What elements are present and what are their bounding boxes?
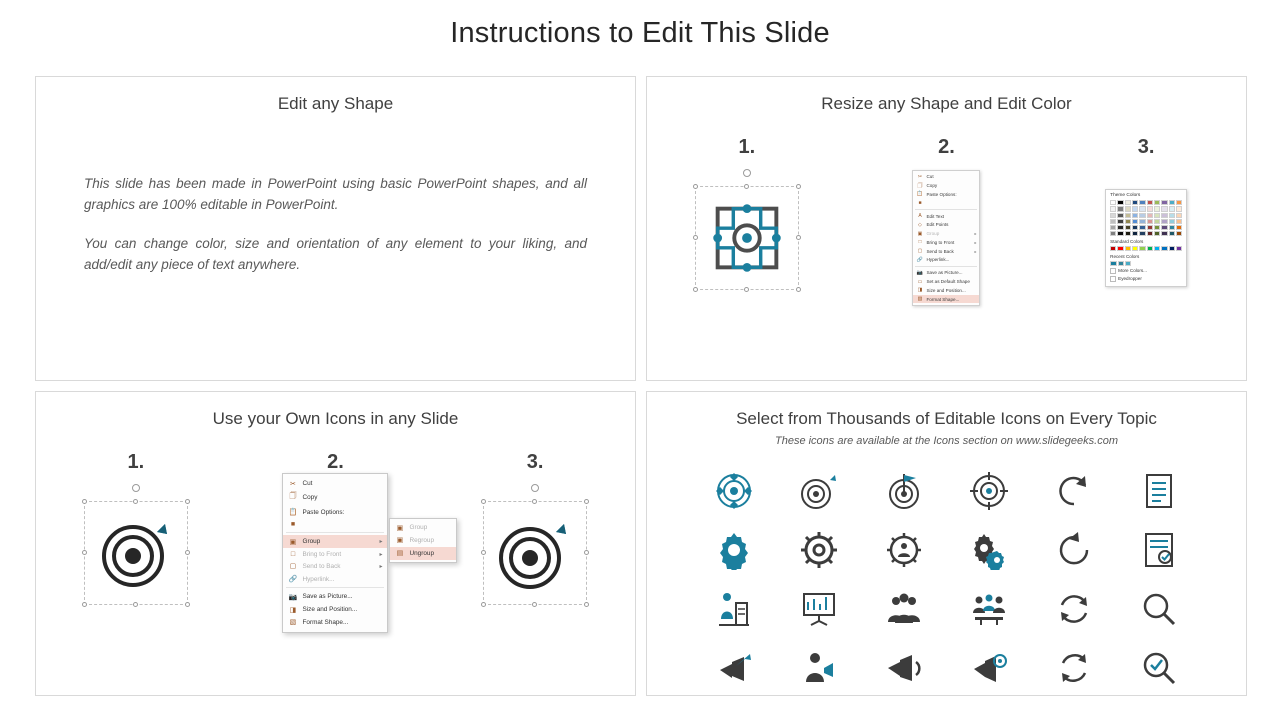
- menu-separator: [915, 209, 977, 210]
- context-menu-small[interactable]: [912, 170, 980, 307]
- icon-cell[interactable]: [1054, 471, 1094, 511]
- color-swatch[interactable]: [1176, 200, 1182, 205]
- recent-colors-label: Recent Colors: [1110, 254, 1140, 260]
- target-diamond-icon: [714, 471, 754, 511]
- icon-cell[interactable]: [714, 530, 754, 570]
- color-swatch[interactable]: [1139, 213, 1145, 218]
- group-icon: ▣: [396, 524, 404, 532]
- hyperlink-icon: 🔗: [916, 256, 924, 263]
- panel-own-icons: [35, 391, 636, 696]
- refresh-arrow-icon: [1054, 471, 1094, 511]
- resize-step-3: [1056, 136, 1236, 303]
- color-swatch[interactable]: [1110, 261, 1116, 266]
- menu-item-paste-options[interactable]: 📋 Paste Options:: [288, 508, 345, 517]
- handle-bottom-left[interactable]: [481, 602, 486, 607]
- theme-color-row[interactable]: [1110, 225, 1182, 230]
- edit-text-icon: A: [918, 213, 922, 220]
- standard-color-row[interactable]: [1110, 246, 1182, 251]
- magnifier-icon: [1139, 589, 1179, 629]
- color-swatch[interactable]: [1110, 200, 1116, 205]
- color-swatch[interactable]: [1132, 200, 1138, 205]
- icon-cell[interactable]: [1054, 648, 1094, 688]
- size-position-icon: ◨: [917, 287, 923, 294]
- icon-cell[interactable]: [884, 530, 924, 570]
- step-art-icon-ungrouped: [445, 488, 625, 618]
- paste-swatch-icon: ■: [918, 200, 922, 207]
- checklist-document-icon: [1139, 530, 1179, 570]
- standard-colors-label: Standard Colors: [1110, 239, 1144, 245]
- theme-color-row[interactable]: [1110, 206, 1182, 211]
- icon-graphic-wrapper: [91, 508, 181, 598]
- group-submenu[interactable]: [389, 518, 457, 562]
- edit-points-icon: ◇: [918, 221, 922, 228]
- panel-grid: [35, 76, 1247, 696]
- step-art-color-picker: [1056, 173, 1236, 303]
- color-swatch[interactable]: [1125, 231, 1131, 236]
- handle-top-center[interactable]: [133, 499, 138, 504]
- panel-edit-any-shape: [35, 76, 636, 381]
- handle-bottom-left[interactable]: [82, 602, 87, 607]
- ungroup-icon: ▤: [396, 550, 404, 558]
- handle-middle-left[interactable]: [82, 550, 87, 555]
- megaphone-target-icon: [969, 648, 1009, 688]
- color-swatch[interactable]: [1154, 213, 1160, 218]
- handle-middle-left[interactable]: [693, 235, 698, 240]
- icon-cell[interactable]: [714, 589, 754, 629]
- icon-cell[interactable]: [884, 471, 924, 511]
- icon-cell[interactable]: [799, 589, 839, 629]
- handle-top-left[interactable]: [82, 499, 87, 504]
- gear-outline-icon: [799, 530, 839, 570]
- color-swatch[interactable]: [1147, 225, 1153, 230]
- handle-top-center[interactable]: [744, 184, 749, 189]
- handle-bottom-center[interactable]: [744, 287, 749, 292]
- menu-item-bring-to-front[interactable]: □ Bring to Front ▸: [918, 239, 977, 246]
- menu-item-cut[interactable]: ✂ Cut: [290, 480, 313, 488]
- color-swatch[interactable]: [1139, 231, 1145, 236]
- step-number: 3.: [526, 451, 544, 473]
- color-swatch[interactable]: [1169, 219, 1175, 224]
- panel-resize-shape: [646, 76, 1247, 381]
- color-swatch[interactable]: [1132, 225, 1138, 230]
- handle-bottom-right[interactable]: [584, 602, 589, 607]
- hyperlink-icon: 🔗: [288, 576, 298, 584]
- own-icons-step-3: [445, 451, 625, 618]
- selection-box[interactable]: [84, 501, 188, 605]
- color-swatch[interactable]: [1154, 231, 1160, 236]
- color-swatch[interactable]: [1132, 231, 1138, 236]
- handle-top-right[interactable]: [584, 499, 589, 504]
- bring-front-icon: □: [918, 239, 922, 246]
- color-swatch[interactable]: [1125, 225, 1131, 230]
- color-swatch[interactable]: [1169, 231, 1175, 236]
- icon-cell[interactable]: [714, 648, 754, 688]
- color-swatch[interactable]: [1132, 219, 1138, 224]
- color-swatch[interactable]: [1110, 231, 1116, 236]
- step-number: 1.: [738, 136, 756, 158]
- person-speaker-icon: [799, 648, 839, 688]
- step-art-icon-selected: [46, 488, 226, 618]
- handle-bottom-center[interactable]: [133, 602, 138, 607]
- submenu-item-regroup[interactable]: ▣ Regroup: [396, 536, 434, 545]
- target-dart-icon: [799, 471, 839, 511]
- eyedropper-item[interactable]: Eyedropper: [1110, 276, 1182, 282]
- person-podium-icon: [714, 589, 754, 629]
- chevron-right-icon: ▸: [379, 539, 383, 546]
- paste-swatch-icon: ■: [290, 520, 296, 528]
- megaphone-dart-icon: [714, 648, 754, 688]
- gears-double-icon: [969, 530, 1009, 570]
- color-swatch[interactable]: [1139, 225, 1145, 230]
- icon-cell[interactable]: [1054, 530, 1094, 570]
- menu-item-format-shape[interactable]: ▧ Format Shape...: [289, 618, 349, 627]
- sync-arrows-icon: [1054, 648, 1094, 688]
- submenu-item-ungroup[interactable]: ▤ Ungroup: [390, 547, 456, 560]
- menu-item-send-to-back[interactable]: ▢ Send to Back ▸: [917, 248, 977, 255]
- color-swatch[interactable]: [1117, 206, 1123, 211]
- more-colors-item[interactable]: More Colors...: [1110, 268, 1182, 274]
- theme-color-row[interactable]: [1110, 213, 1182, 218]
- theme-color-row[interactable]: [1110, 231, 1182, 236]
- group-icon: ▣: [917, 230, 923, 237]
- recycle-arrows-icon: [1054, 589, 1094, 629]
- color-swatch[interactable]: [1125, 219, 1131, 224]
- step-art-shape-selection: [657, 173, 837, 303]
- color-swatch[interactable]: [1110, 225, 1116, 230]
- color-swatch[interactable]: [1176, 231, 1182, 236]
- handle-top-left[interactable]: [693, 184, 698, 189]
- handle-middle-left[interactable]: [481, 550, 486, 555]
- resize-step-2: [856, 136, 1036, 303]
- bring-front-icon: □: [290, 550, 296, 558]
- chevron-right-icon: ▸: [974, 239, 977, 245]
- submenu-item-group[interactable]: ▣ Group: [396, 524, 428, 532]
- cut-icon: ✂: [290, 480, 296, 488]
- chevron-right-icon: ▸: [379, 551, 383, 558]
- icon-cell[interactable]: [884, 589, 924, 629]
- menu-item-save-as-picture[interactable]: 📷 Save as Picture...: [916, 269, 963, 276]
- menu-item-format-shape[interactable]: ▧ Format Shape...: [913, 295, 979, 304]
- color-swatch[interactable]: [1154, 206, 1160, 211]
- editable-icons-subtitle: These icons are available at the Icons section on www.slidegeeks.com: [774, 435, 1118, 447]
- icon-cell[interactable]: [1054, 589, 1094, 629]
- menu-item-size-and-position[interactable]: ◨ Size and Position...: [917, 287, 966, 294]
- menu-separator: [915, 266, 977, 267]
- handle-middle-right[interactable]: [796, 235, 801, 240]
- color-swatch[interactable]: [1110, 219, 1116, 224]
- color-swatch[interactable]: [1117, 231, 1123, 236]
- edit-shape-paragraph-1: This slide has been made in PowerPoint using basic PowerPoint shapes, and all graphics are 100% editable in PowerPoint.: [84, 176, 587, 212]
- send-back-icon: ▢: [917, 248, 923, 255]
- menu-item-copy[interactable]: 🗍 Copy: [917, 182, 938, 189]
- color-swatch[interactable]: [1169, 200, 1175, 205]
- megaphone-icon: [884, 648, 924, 688]
- icon-cell[interactable]: [969, 471, 1009, 511]
- color-swatch[interactable]: [1117, 219, 1123, 224]
- target-dart-icon: [95, 512, 177, 594]
- color-swatch[interactable]: [1147, 246, 1153, 251]
- menu-separator: [286, 532, 384, 533]
- color-swatch[interactable]: [1161, 200, 1167, 205]
- own-icons-step-2: [245, 451, 434, 627]
- color-swatch[interactable]: [1154, 246, 1160, 251]
- paste-icon: 📋: [288, 509, 298, 517]
- theme-color-row[interactable]: [1110, 219, 1182, 224]
- color-swatch[interactable]: [1125, 261, 1131, 266]
- icon-cell[interactable]: [1139, 530, 1179, 570]
- color-swatch[interactable]: [1125, 206, 1131, 211]
- color-swatch[interactable]: [1176, 219, 1182, 224]
- team-meeting-icon: [969, 589, 1009, 629]
- icon-cell[interactable]: [884, 648, 924, 688]
- step-number: 3.: [1137, 136, 1155, 158]
- handle-bottom-left[interactable]: [693, 287, 698, 292]
- palette-icon: [1110, 268, 1116, 274]
- own-icons-steps: [36, 451, 635, 627]
- context-menu-group[interactable]: [282, 473, 434, 633]
- chevron-right-icon: ▸: [974, 231, 977, 237]
- color-swatch[interactable]: [1169, 206, 1175, 211]
- color-swatch[interactable]: [1154, 219, 1160, 224]
- menu-item-copy[interactable]: 🗍 Copy: [289, 493, 318, 502]
- color-swatch[interactable]: [1132, 246, 1138, 251]
- resize-steps: [647, 136, 1246, 303]
- menu-item-hyperlink[interactable]: 🔗 Hyperlink...: [288, 575, 335, 584]
- panel-title-edit-shape: Edit any Shape: [277, 94, 394, 113]
- format-shape-icon: ▧: [917, 296, 923, 303]
- handle-bottom-right[interactable]: [796, 287, 801, 292]
- panel-title-resize-shape: Resize any Shape and Edit Color: [821, 94, 1072, 113]
- menu-item-size-and-position[interactable]: ◨ Size and Position...: [289, 606, 358, 614]
- menu-item-hyperlink[interactable]: 🔗 Hyperlink...: [916, 256, 950, 263]
- icon-library-grid: [691, 461, 1202, 696]
- color-swatch[interactable]: [1147, 206, 1153, 211]
- own-icons-step-1: [46, 451, 226, 618]
- color-swatch[interactable]: [1110, 246, 1116, 251]
- color-swatch[interactable]: [1147, 213, 1153, 218]
- icon-cell[interactable]: [1139, 648, 1179, 688]
- target-dart-icon: [494, 512, 576, 594]
- document-list-icon: [1139, 471, 1179, 511]
- icon-cell[interactable]: [1139, 589, 1179, 629]
- panel-title-editable-icons: Select from Thousands of Editable Icons on Every Topic: [736, 409, 1157, 428]
- copy-icon: 🗍: [917, 182, 923, 189]
- chevron-right-icon: ▸: [974, 248, 977, 254]
- menu-item-edit-text[interactable]: A Edit Text: [918, 213, 945, 220]
- color-swatch[interactable]: [1117, 200, 1123, 205]
- menu-item-save-as-picture[interactable]: 📷 Save as Picture...: [288, 593, 353, 601]
- color-swatch[interactable]: [1110, 213, 1116, 218]
- theme-colors-label: Theme Colors: [1110, 193, 1141, 199]
- handle-middle-right[interactable]: [185, 550, 190, 555]
- color-swatch[interactable]: [1169, 213, 1175, 218]
- icon-cell[interactable]: [969, 589, 1009, 629]
- menu-item-cut[interactable]: ✂ Cut: [917, 173, 934, 180]
- default-shape-icon: ▭: [917, 278, 923, 285]
- color-swatch[interactable]: [1161, 231, 1167, 236]
- copy-icon: 🗍: [289, 493, 297, 501]
- color-swatch[interactable]: [1139, 219, 1145, 224]
- save-picture-icon: 📷: [288, 593, 298, 601]
- rotate-handle[interactable]: [743, 169, 751, 177]
- rotate-handle[interactable]: [132, 484, 140, 492]
- paste-icon: 📋: [916, 191, 924, 198]
- color-swatch[interactable]: [1154, 200, 1160, 205]
- edit-shape-paragraph-2: You can change color, size and orientation of any element to your liking, and add/edit any piece of text anywhere.: [84, 235, 587, 272]
- menu-separator: [286, 587, 384, 588]
- gear-people-icon: [884, 530, 924, 570]
- cut-icon: ✂: [917, 173, 923, 180]
- menu-item-send-to-back[interactable]: ▢ Send to Back ▸: [289, 562, 383, 571]
- rotate-handle[interactable]: [531, 484, 539, 492]
- menu-item-set-default-shape[interactable]: ▭ Set as Default Shape: [917, 278, 970, 285]
- step-art-context-menu: [856, 173, 1036, 303]
- color-swatch[interactable]: [1176, 206, 1182, 211]
- color-swatch[interactable]: [1125, 200, 1131, 205]
- color-swatch[interactable]: [1147, 219, 1153, 224]
- color-swatch[interactable]: [1110, 206, 1116, 211]
- color-swatch[interactable]: [1118, 261, 1124, 266]
- color-swatch[interactable]: [1125, 246, 1131, 251]
- color-swatch[interactable]: [1139, 206, 1145, 211]
- icon-cell[interactable]: [1139, 471, 1179, 511]
- presentation-board-icon: [799, 589, 839, 629]
- circular-arrow-icon: [1054, 530, 1094, 570]
- handle-top-left[interactable]: [481, 499, 486, 504]
- color-swatch[interactable]: [1132, 206, 1138, 211]
- color-swatch[interactable]: [1132, 213, 1138, 218]
- shape-graphic-wrapper: [702, 193, 792, 283]
- handle-top-center[interactable]: [532, 499, 537, 504]
- panel-editable-icons: [646, 391, 1247, 696]
- gear-teal-icon: [714, 530, 754, 570]
- menu-item-paste-swatches[interactable]: [283, 519, 387, 531]
- chevron-right-icon: ▸: [379, 563, 383, 570]
- crosshair-target-icon: [702, 192, 792, 284]
- handle-top-right[interactable]: [796, 184, 801, 189]
- icon-cell[interactable]: [714, 471, 754, 511]
- color-swatch[interactable]: [1169, 246, 1175, 251]
- color-swatch[interactable]: [1176, 225, 1182, 230]
- eyedropper-icon: [1110, 276, 1116, 282]
- icon-graphic-wrapper: [490, 508, 580, 598]
- color-swatch[interactable]: [1161, 246, 1167, 251]
- menu-item-group[interactable]: ▣ Group ▸: [917, 230, 977, 237]
- color-swatch[interactable]: [1139, 200, 1145, 205]
- format-shape-icon: ▧: [289, 619, 297, 627]
- theme-color-row[interactable]: [1110, 200, 1182, 205]
- group-icon: ▣: [289, 538, 297, 546]
- color-swatch[interactable]: [1161, 219, 1167, 224]
- handle-top-right[interactable]: [185, 499, 190, 504]
- color-swatch[interactable]: [1139, 246, 1145, 251]
- color-swatch[interactable]: [1176, 246, 1182, 251]
- magnifier-check-icon: [1139, 648, 1179, 688]
- group-people-icon: [884, 589, 924, 629]
- color-swatch[interactable]: [1176, 213, 1182, 218]
- color-swatch[interactable]: [1117, 246, 1123, 251]
- selection-box[interactable]: [695, 186, 799, 290]
- target-flag-icon: [884, 471, 924, 511]
- menu-item-paste-options[interactable]: 📋 Paste Options:: [916, 191, 957, 198]
- color-swatch[interactable]: [1117, 225, 1123, 230]
- panel-title-own-icons: Use your Own Icons in any Slide: [212, 409, 459, 428]
- color-swatch[interactable]: [1169, 225, 1175, 230]
- step-number: 2.: [327, 451, 344, 473]
- icon-cell[interactable]: [799, 471, 839, 511]
- color-swatch[interactable]: [1154, 225, 1160, 230]
- save-picture-icon: 📷: [916, 269, 924, 276]
- theme-color-picker[interactable]: [1105, 189, 1187, 287]
- resize-step-1: [657, 136, 837, 303]
- handle-middle-right[interactable]: [584, 550, 589, 555]
- color-swatch[interactable]: [1161, 206, 1167, 211]
- size-position-icon: ◨: [289, 606, 297, 614]
- icon-cell[interactable]: [969, 530, 1009, 570]
- color-swatch[interactable]: [1161, 225, 1167, 230]
- color-swatch[interactable]: [1147, 200, 1153, 205]
- color-swatch[interactable]: [1125, 213, 1131, 218]
- step-number: 2.: [938, 136, 955, 158]
- crosshair-target-icon: [969, 471, 1009, 511]
- color-swatch[interactable]: [1161, 213, 1167, 218]
- selection-box[interactable]: [483, 501, 587, 605]
- step-art-group-menu: [245, 480, 434, 627]
- handle-bottom-right[interactable]: [185, 602, 190, 607]
- icon-cell[interactable]: [969, 648, 1009, 688]
- recent-color-row[interactable]: [1110, 261, 1182, 266]
- menu-item-paste-swatches[interactable]: [913, 199, 979, 208]
- regroup-icon: ▣: [396, 537, 404, 545]
- menu-item-group[interactable]: ▣ Group ▸: [283, 535, 387, 548]
- page-title: Instructions to Edit This Slide: [450, 17, 830, 49]
- menu-item-edit-points[interactable]: ◇ Edit Points: [918, 221, 949, 228]
- icon-cell[interactable]: [799, 648, 839, 688]
- icon-cell[interactable]: [799, 530, 839, 570]
- menu-item-bring-to-front[interactable]: □ Bring to Front ▸: [283, 548, 387, 560]
- handle-bottom-center[interactable]: [532, 602, 537, 607]
- step-number: 1.: [127, 451, 145, 473]
- color-swatch[interactable]: [1117, 213, 1123, 218]
- send-back-icon: ▢: [289, 563, 297, 571]
- color-swatch[interactable]: [1147, 231, 1153, 236]
